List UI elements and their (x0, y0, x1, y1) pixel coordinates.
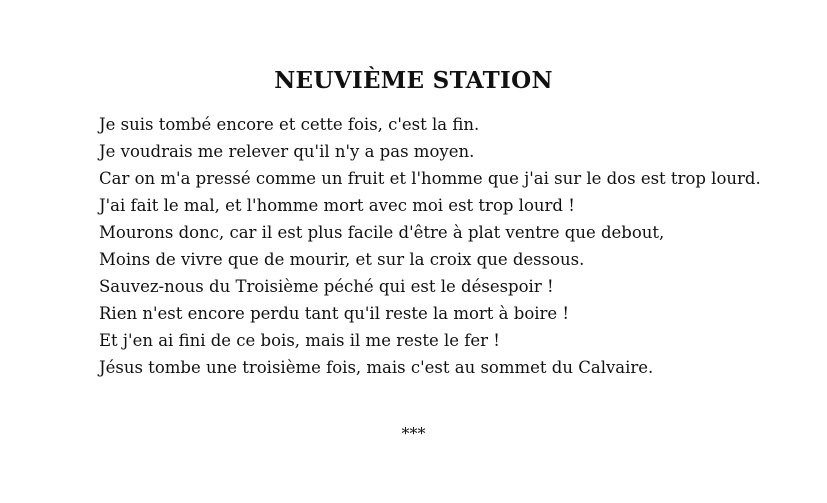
paragraph: Je voudrais me relever qu'il n'y a pas moyen. (99, 142, 475, 161)
paragraph: Et j'en ai fini de ce bois, mais il me reste le fer ! (99, 331, 500, 350)
paragraph: Moins de vivre que de mourir, et sur la croix que dessous. (99, 250, 585, 269)
paragraph: J'ai fait le mal, et l'homme mort avec moi est trop lourd ! (99, 196, 575, 215)
paragraph: Sauvez-nous du Troisième péché qui est le désespoir ! (99, 277, 554, 296)
paragraph: Car on m'a pressé comme un fruit et l'homme que j'ai sur le dos est trop lourd. (99, 169, 761, 188)
paragraph: Jésus tombe une troisième fois, mais c'est au sommet du Calvaire. (99, 358, 654, 377)
document-body (65, 112, 762, 385)
paragraph: Rien n'est encore perdu tant qu'il reste la mort à boire ! (99, 304, 570, 323)
paragraph: Mourons donc, car il est plus facile d'être à plat ventre que debout, (99, 223, 665, 242)
section-separator: *** (401, 424, 426, 443)
paragraph: Je suis tombé encore et cette fois, c'est la fin. (99, 115, 480, 134)
page-title: NEUVIÈME STATION (274, 67, 553, 94)
